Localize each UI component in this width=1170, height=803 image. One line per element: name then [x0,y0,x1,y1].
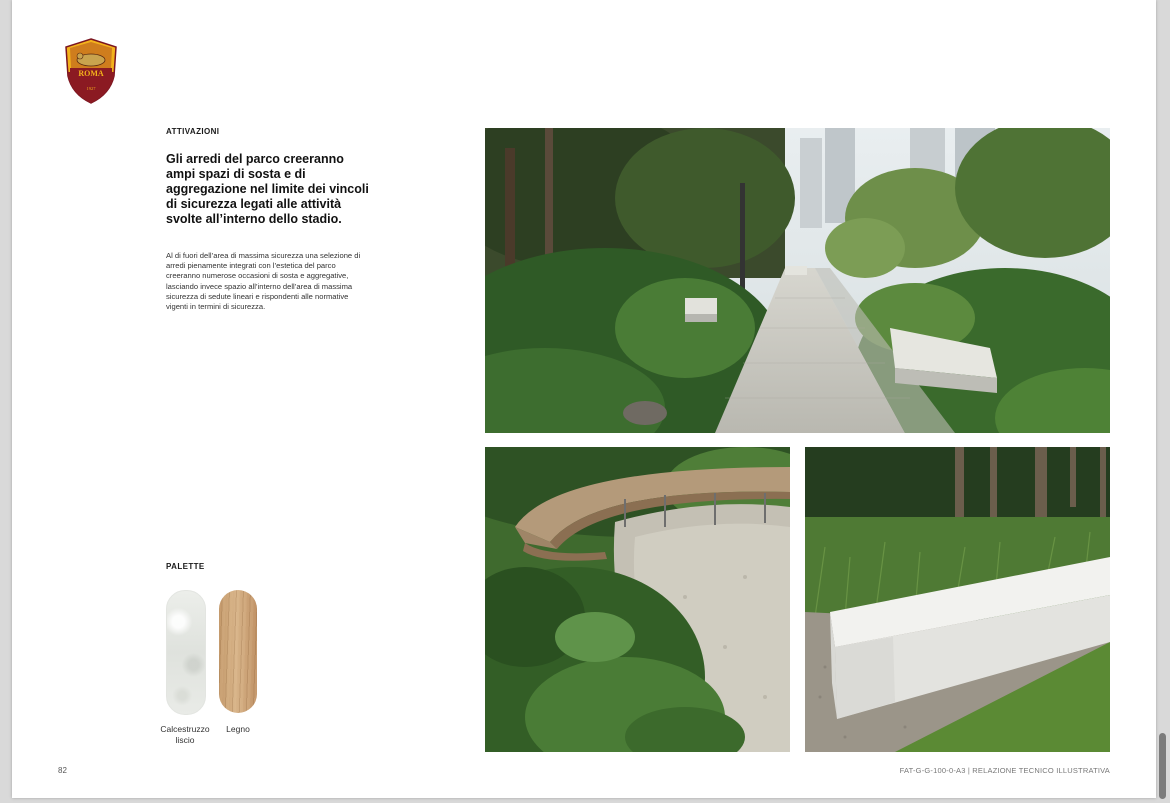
crest-text: ROMA [78,69,104,78]
curved-bench-photo [485,447,790,752]
wood-swatch-caption: Legno [226,724,250,734]
palette-label: PALETTE [166,562,205,571]
document-page [12,0,1156,798]
concrete-swatch [166,590,206,715]
concrete-swatch-caption: Calcestruzzo liscio [160,724,210,745]
as-roma-crest-icon [64,38,118,104]
section-label: ATTIVAZIONI [166,127,220,136]
page-number: 82 [58,766,67,775]
document-reference: FAT-G-G-100-0-A3 | RELAZIONE TECNICO ILLUSTRATIVA [899,766,1110,775]
club-crest-logo [64,38,118,104]
headline: Gli arredi del parco creeranno ampi spazi di sosta e di aggregazione nel limite dei vincoli di sicurezza legati alle attività svolte all’interno dello stadio. [166,152,369,226]
park-path-photo [485,128,1110,433]
crest-year: 1927 [86,86,96,91]
body-paragraph: Al di fuori dell’area di massima sicurezza una selezione di arredi pienamente integrati con l’estetica del parco creeranno numerose occasioni di sosta e aggregative, lasciando invece spazio all’interno dell’area di massima sicurezza di sedute lineari e rispondenti alle normative vigenti in termini di sicurezza. [166,251,361,312]
scrollbar-thumb[interactable] [1159,733,1166,799]
wood-swatch [219,590,257,713]
concrete-bench-photo [805,447,1110,752]
vertical-scrollbar[interactable] [1158,0,1166,803]
